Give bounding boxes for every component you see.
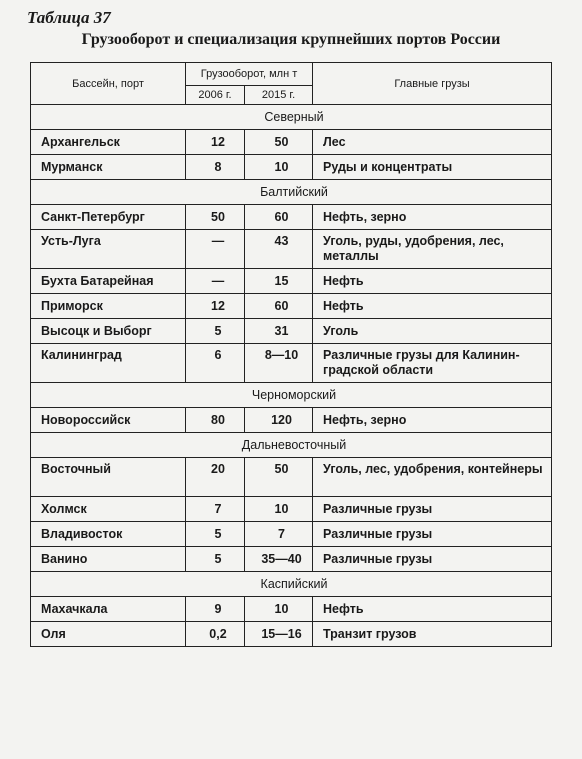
port-name: Приморск — [31, 294, 186, 319]
value-2006: 20 — [186, 458, 245, 497]
value-2006: — — [186, 269, 245, 294]
table-row — [31, 622, 552, 647]
value-2006: — — [186, 230, 245, 269]
section-name: Каспийский — [31, 572, 552, 597]
section-name: Северный — [31, 105, 552, 130]
section-row — [31, 383, 552, 408]
table-row — [31, 522, 552, 547]
port-name: Калининград — [31, 344, 186, 383]
port-name: Новороссийск — [31, 408, 186, 433]
table-row — [31, 408, 552, 433]
value-2015: 50 — [245, 458, 313, 497]
header-cargo: Главные грузы — [313, 63, 552, 105]
main-cargo: Нефть — [313, 269, 552, 294]
main-cargo: Различные грузы для Калинин-градской области — [313, 344, 552, 383]
table-row — [31, 458, 552, 497]
section-name: Балтийский — [31, 180, 552, 205]
main-cargo: Транзит грузов — [313, 622, 552, 647]
section-row — [31, 433, 552, 458]
section-row — [31, 180, 552, 205]
main-cargo: Нефть, зерно — [313, 205, 552, 230]
port-name: Махачкала — [31, 597, 186, 622]
port-name: Мурманск — [31, 155, 186, 180]
value-2006: 5 — [186, 547, 245, 572]
value-2015: 15 — [245, 269, 313, 294]
section-name: Дальневосточный — [31, 433, 552, 458]
value-2006: 9 — [186, 597, 245, 622]
port-name: Санкт-Петербург — [31, 205, 186, 230]
table-row — [31, 230, 552, 269]
table-row — [31, 155, 552, 180]
table-body — [31, 105, 552, 647]
section-name: Черноморский — [31, 383, 552, 408]
port-name: Восточный — [31, 458, 186, 497]
port-name: Архангельск — [31, 130, 186, 155]
main-cargo: Различные грузы — [313, 547, 552, 572]
value-2015: 60 — [245, 205, 313, 230]
port-name: Ванино — [31, 547, 186, 572]
table-row — [31, 269, 552, 294]
main-cargo: Уголь, руды, удобрения, лес, металлы — [313, 230, 552, 269]
main-cargo: Нефть, зерно — [313, 408, 552, 433]
port-name: Высоцк и Выборг — [31, 319, 186, 344]
main-cargo: Лес — [313, 130, 552, 155]
value-2006: 7 — [186, 497, 245, 522]
value-2006: 8 — [186, 155, 245, 180]
value-2015: 10 — [245, 155, 313, 180]
table-row — [31, 130, 552, 155]
value-2015: 35—40 — [245, 547, 313, 572]
table-title: Грузооборот и специализация крупнейших портов России — [81, 31, 501, 48]
value-2015: 8—10 — [245, 344, 313, 383]
header-year-2015: 2015 г. — [245, 86, 313, 105]
header-port: Бассейн, порт — [31, 63, 186, 105]
main-cargo: Руды и концентраты — [313, 155, 552, 180]
value-2006: 6 — [186, 344, 245, 383]
table-row — [31, 319, 552, 344]
port-name: Оля — [31, 622, 186, 647]
table-row — [31, 344, 552, 383]
main-cargo: Уголь — [313, 319, 552, 344]
port-name: Бухта Батарейная — [31, 269, 186, 294]
value-2015: 120 — [245, 408, 313, 433]
main-cargo: Различные грузы — [313, 522, 552, 547]
value-2006: 50 — [186, 205, 245, 230]
table-row — [31, 205, 552, 230]
table-row — [31, 497, 552, 522]
value-2015: 60 — [245, 294, 313, 319]
table-row — [31, 547, 552, 572]
main-cargo: Нефть — [313, 294, 552, 319]
table-caption: Таблица 37 — [27, 8, 111, 27]
port-name: Усть-Луга — [31, 230, 186, 269]
header-turnover: Грузооборот, млн т — [186, 63, 313, 86]
port-name: Владивосток — [31, 522, 186, 547]
table-row — [31, 294, 552, 319]
value-2006: 12 — [186, 294, 245, 319]
ports-table — [30, 62, 552, 647]
value-2006: 12 — [186, 130, 245, 155]
value-2006: 5 — [186, 319, 245, 344]
value-2006: 0,2 — [186, 622, 245, 647]
table-row — [31, 597, 552, 622]
main-cargo: Различные грузы — [313, 497, 552, 522]
value-2015: 43 — [245, 230, 313, 269]
main-cargo: Нефть — [313, 597, 552, 622]
value-2006: 5 — [186, 522, 245, 547]
value-2015: 10 — [245, 597, 313, 622]
header-year-2006: 2006 г. — [186, 86, 245, 105]
value-2015: 50 — [245, 130, 313, 155]
value-2015: 10 — [245, 497, 313, 522]
value-2015: 7 — [245, 522, 313, 547]
value-2015: 15—16 — [245, 622, 313, 647]
value-2015: 31 — [245, 319, 313, 344]
value-2006: 80 — [186, 408, 245, 433]
section-row — [31, 105, 552, 130]
main-cargo: Уголь, лес, удобрения, контейнеры — [313, 458, 552, 497]
section-row — [31, 572, 552, 597]
port-name: Холмск — [31, 497, 186, 522]
